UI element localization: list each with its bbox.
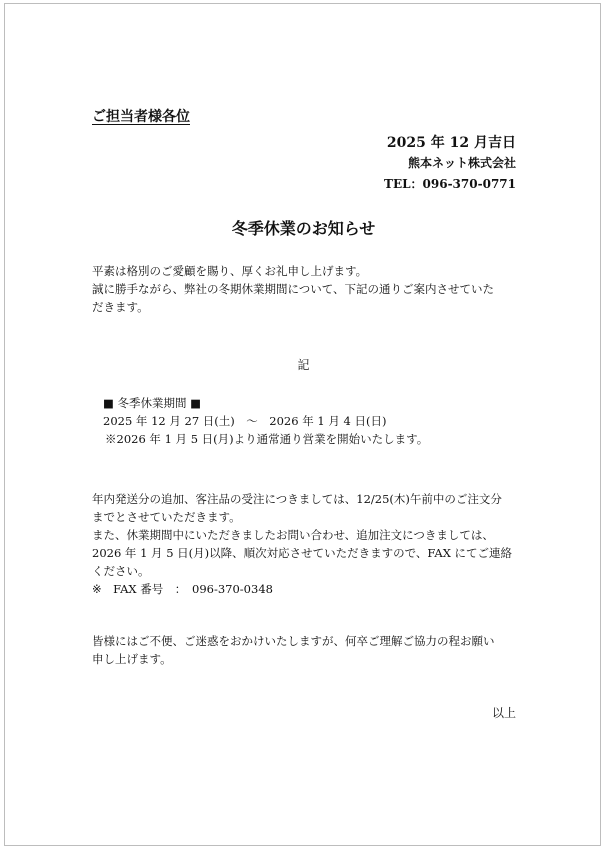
holiday-heading: ■ 冬季休業期間 ■ <box>103 396 202 410</box>
company-tel: TEL：096-370-0771 <box>384 177 516 191</box>
intro-line: 誠に勝手ながら、弊社の冬期休業期間について、下記の通りご案内させていた <box>92 282 495 296</box>
holiday-period-block <box>103 394 428 448</box>
notice-line: 年内発送分の追加、客注品の受注につきましては、12/25(木)午前中のご注文分 <box>92 492 502 506</box>
document-title: 冬季休業のお知らせ <box>231 219 376 238</box>
document-page <box>4 3 601 846</box>
notice-line: ください。 <box>92 564 150 578</box>
company-name: 熊本ネット株式会社 <box>407 156 516 170</box>
closing-line: 申し上げます。 <box>92 652 172 666</box>
notice-line: 2026 年 1 月 5 日(月)以降、順次対応させていただきますので、FAX にてご連絡 <box>92 546 513 560</box>
intro-paragraph <box>92 262 494 316</box>
ijou-closing-mark: 以上 <box>491 706 516 720</box>
closing-paragraph <box>92 632 495 668</box>
holiday-range: 2025 年 12 月 27 日(土) ～ 2026 年 1 月 4 日(日) <box>103 414 387 428</box>
intro-line: 平素は格別のご愛顧を賜り、厚くお礼申し上げます。 <box>92 264 368 278</box>
closing-line: 皆様にはご不便、ご迷惑をおかけいたしますが、何卒ご理解ご協力の程お願い <box>92 634 495 648</box>
holiday-resume-note: ※2026 年 1 月 5 日(月)より通常通り営業を開始いたします。 <box>105 432 429 446</box>
order-notice-paragraph <box>92 490 512 598</box>
intro-line: だきます。 <box>92 300 149 314</box>
issue-date: 2025 年 12 月吉日 <box>386 135 516 151</box>
ki-heading: 記 <box>297 358 310 372</box>
recipient: ご担当者様各位 <box>92 109 190 125</box>
fax-number: ※ FAX 番号 ： 096-370-0348 <box>92 582 273 596</box>
notice-line: までとさせていただきます。 <box>92 510 241 524</box>
notice-line: また、休業期間中にいただきましたお問い合わせ、追加注文につきましては、 <box>92 528 494 542</box>
